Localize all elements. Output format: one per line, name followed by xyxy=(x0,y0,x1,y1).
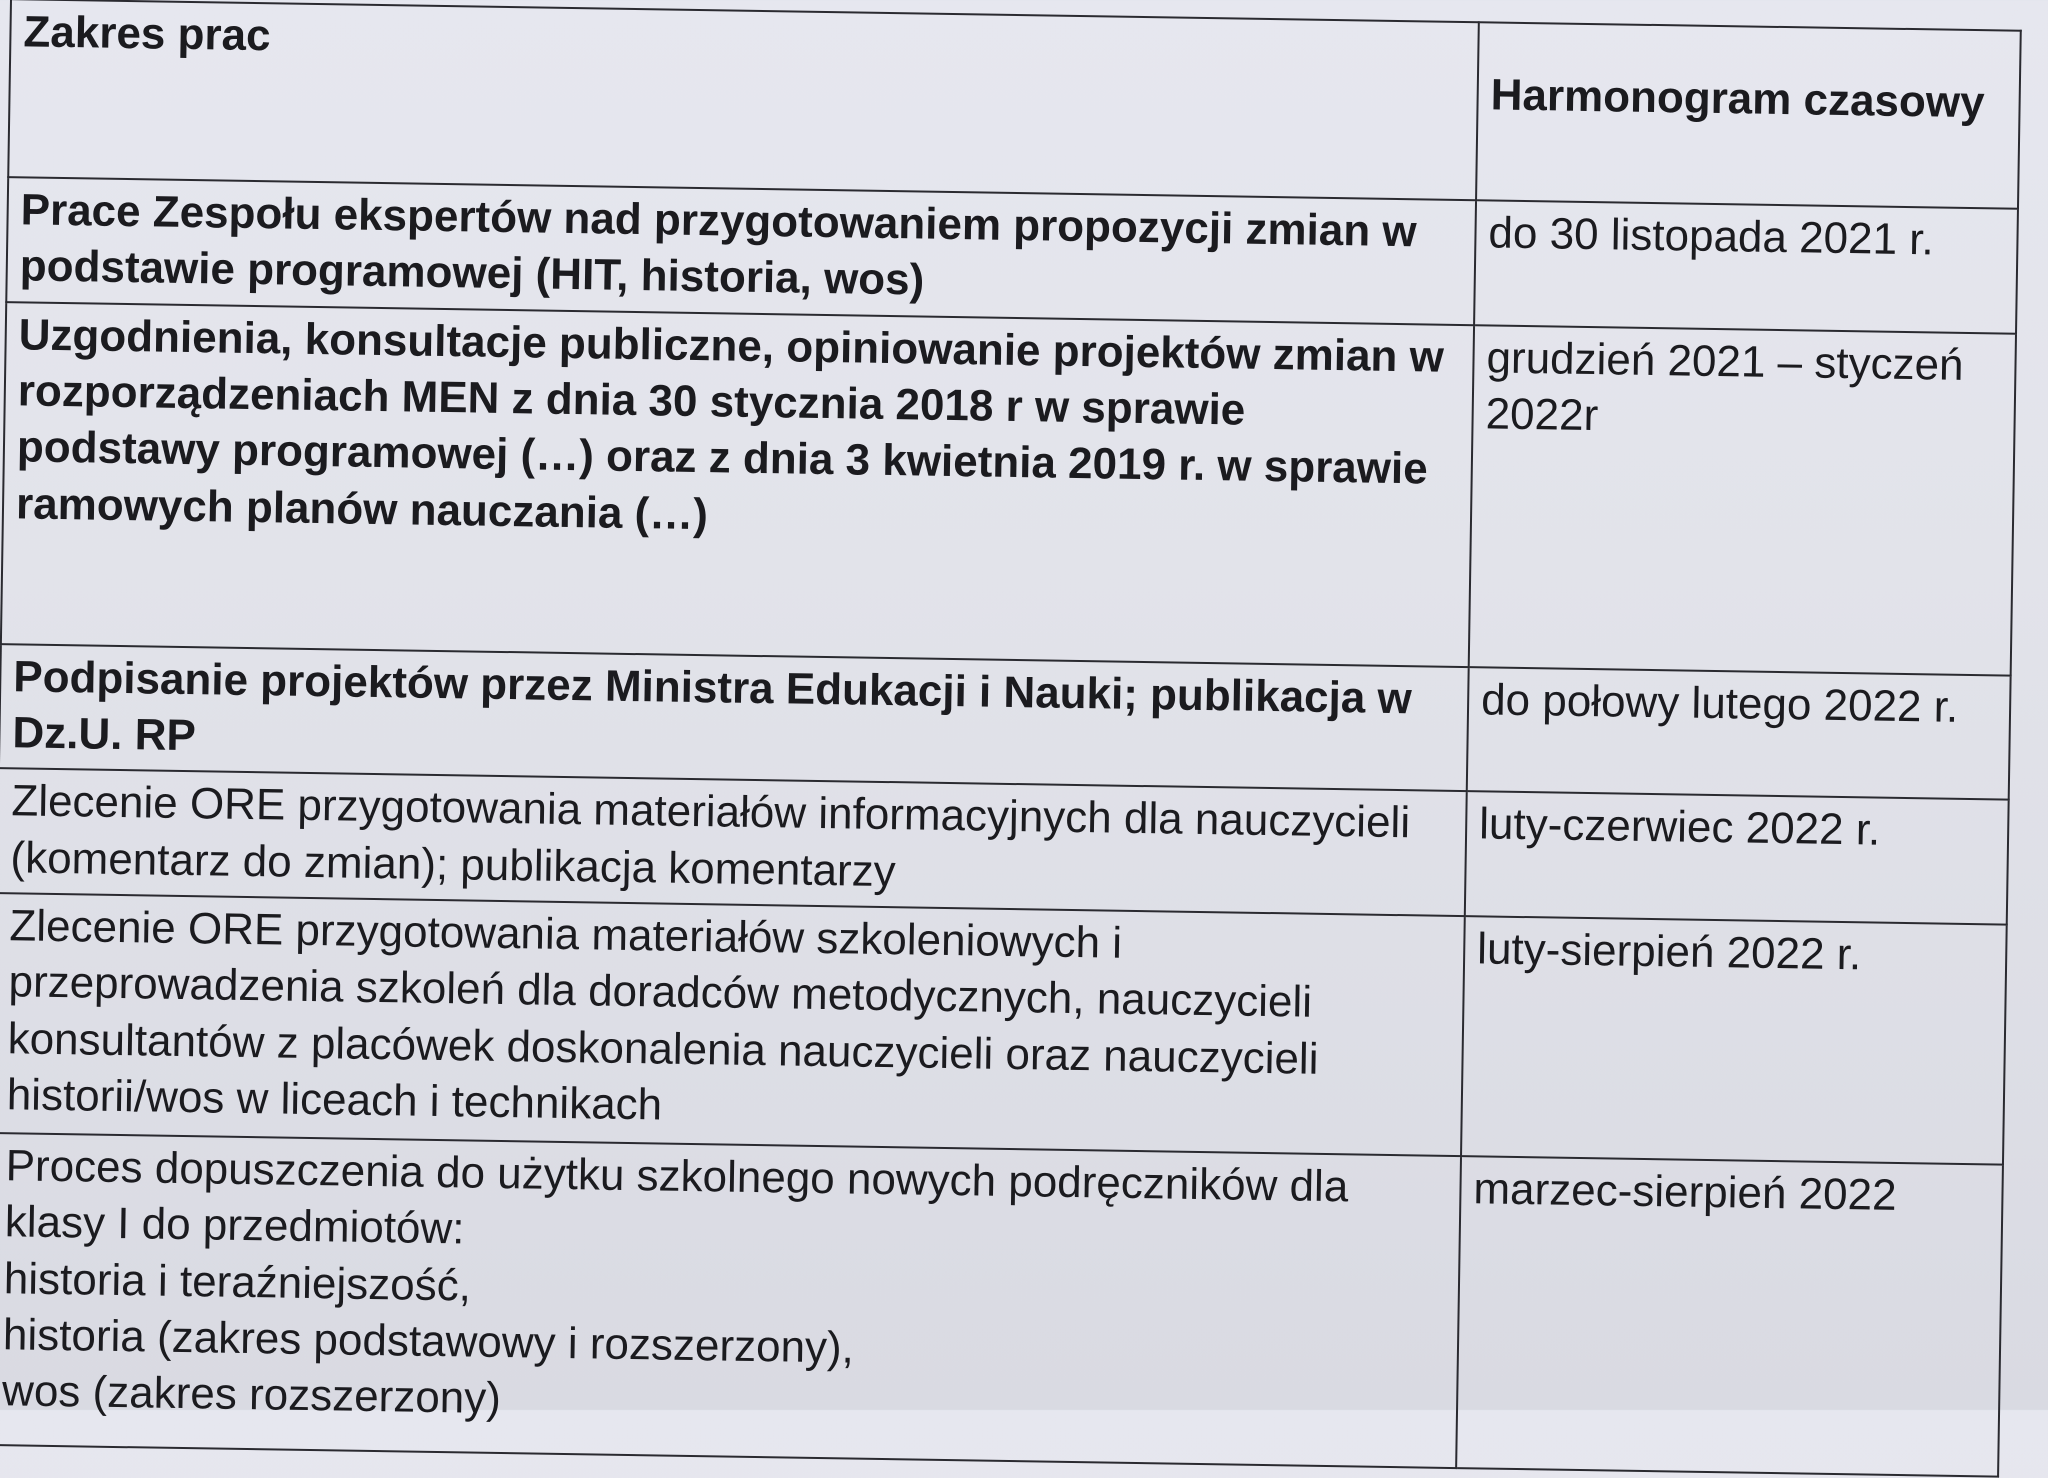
row-scope: Zlecenie ORE przygotowania materiałów informacyjnych dla nauczycieli (komentarz do zmian); publikacja komentarzy xyxy=(0,768,1467,916)
table-row xyxy=(0,893,2007,1165)
header-schedule: Harmonogram czasowy xyxy=(1476,22,2021,208)
row-scope: Podpisanie projektów przez Ministra Edukacji i Nauki; publikacja w Dz.U. RP xyxy=(0,644,1469,792)
subject-item: historia (zakres podstawowy i rozszerzony), xyxy=(2,1310,855,1373)
row-scope: Prace Zespołu ekspertów nad przygotowaniem propozycji zmian w podstawie programowej (HIT, historia, wos) xyxy=(6,177,1476,325)
row-schedule: luty-czerwiec 2022 r. xyxy=(1465,791,2009,924)
subject-item: wos (zakres rozszerzony) xyxy=(1,1366,502,1424)
header-scope: Zakres prac xyxy=(8,0,1479,200)
row-schedule: do połowy lutego 2022 r. xyxy=(1467,667,2011,800)
table-row xyxy=(1,302,2016,676)
row-scope xyxy=(0,1133,1461,1468)
row-schedule: grudzień 2021 – styczeń 2022r xyxy=(1469,325,2016,675)
table-header-row xyxy=(8,0,2021,209)
row-schedule: marzec-sierpień 2022 xyxy=(1456,1156,2003,1476)
row-scope: Zlecenie ORE przygotowania materiałów szkoleniowych i przeprowadzenia szkoleń dla doradców metodycznych, nauczycieli konsultantów z placówek doskonalenia nauczycieli oraz nauczycieli historii/wos w liceach i technikach xyxy=(0,893,1465,1156)
row-scope-intro: Proces dopuszczenia do użytku szkolnego nowych podręczników dla klasy I do przedmiotów: xyxy=(4,1141,1349,1254)
subject-item: historia i teraźniejszość, xyxy=(3,1253,472,1311)
row-scope: Uzgodnienia, konsultacje publiczne, opiniowanie projektów zmian w rozporządzeniach MEN z dnia 30 stycznia 2018 r w sprawie podstawy programowej (…) oraz z dnia 3 kwietnia 2019 r. w sprawie ramowych planów nauczania (…) xyxy=(1,302,1474,667)
row-schedule: luty-sierpień 2022 r. xyxy=(1461,916,2007,1164)
subject-list xyxy=(2,1251,1446,1443)
row-schedule: do 30 listopada 2021 r. xyxy=(1474,200,2018,333)
table-row xyxy=(0,1133,2003,1477)
